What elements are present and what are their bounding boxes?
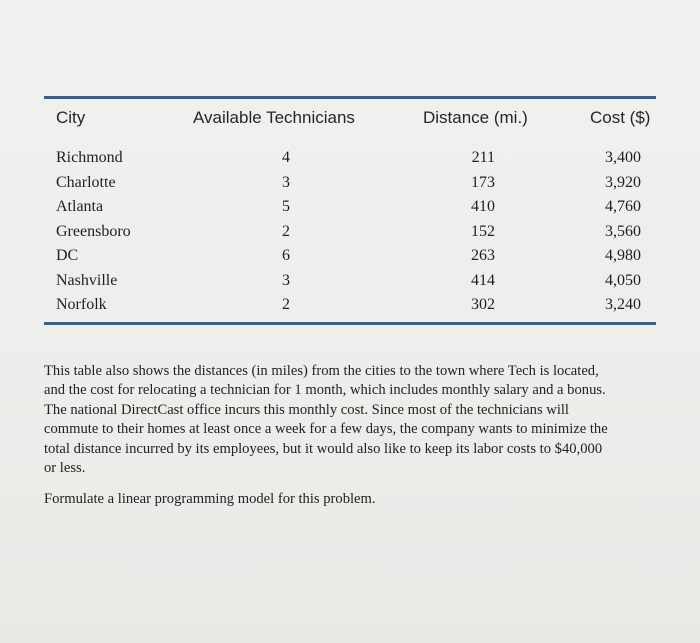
column-cost (595, 146, 641, 318)
cell-distance: 152 (471, 222, 495, 240)
header-cost: Cost ($) (590, 108, 651, 127)
cell-cost: 3,240 (605, 296, 641, 313)
cell-technicians: 3 (282, 271, 290, 289)
cell-distance: 173 (471, 173, 495, 191)
header-city: City (56, 108, 86, 127)
cell-city: DC (56, 247, 79, 264)
description-line: commute to their homes at least once a week for a few days, the company wants to minimize the (44, 421, 608, 438)
description-line: total distance incurred by its employees, but it would also like to keep its labor costs to $40,000 (44, 440, 603, 457)
cell-city: Richmond (56, 149, 123, 166)
cell-technicians: 2 (282, 222, 290, 240)
cell-technicians: 3 (282, 173, 290, 191)
cell-distance: 414 (471, 271, 495, 289)
column-technicians (266, 146, 290, 318)
description-line: This table also shows the distances (in miles) from the cities to the town where Tech is located, (44, 363, 599, 379)
description-line: The national DirectCast office incurs this monthly cost. Since most of the technicians will (44, 401, 569, 418)
cell-distance: 410 (471, 198, 495, 215)
cell-cost: 4,980 (605, 247, 641, 264)
cell-city: Norfolk (56, 296, 107, 313)
header-distance: Distance (mi.) (423, 108, 528, 127)
column-city (56, 146, 131, 318)
table-top-rule (44, 96, 656, 99)
problem-prompt: Formulate a linear programming model for this problem. (44, 491, 376, 507)
cell-technicians: 5 (282, 198, 290, 215)
cell-city: Nashville (56, 271, 118, 289)
cell-technicians: 4 (282, 149, 290, 166)
cell-distance: 302 (471, 296, 495, 313)
cell-cost: 3,920 (605, 173, 641, 191)
column-distance (455, 146, 495, 318)
cell-technicians: 6 (282, 247, 290, 264)
header-technicians: Available Technicians (193, 108, 355, 127)
cell-distance: 211 (471, 149, 495, 166)
cell-cost: 4,050 (605, 271, 641, 289)
cell-city: Atlanta (56, 198, 104, 215)
cell-city: Greensboro (56, 222, 131, 240)
description-line: and the cost for relocating a technician for 1 month, which includes monthly salary and a bonus. (44, 382, 606, 399)
cell-cost: 3,400 (605, 149, 641, 166)
cell-city: Charlotte (56, 173, 116, 191)
cell-technicians: 2 (282, 296, 290, 313)
table-bottom-rule (44, 322, 656, 325)
cell-cost: 4,760 (605, 198, 641, 215)
description-line: or less. (44, 460, 86, 477)
cell-cost: 3,560 (605, 222, 641, 240)
problem-description (44, 362, 664, 478)
cell-distance: 263 (471, 247, 495, 264)
